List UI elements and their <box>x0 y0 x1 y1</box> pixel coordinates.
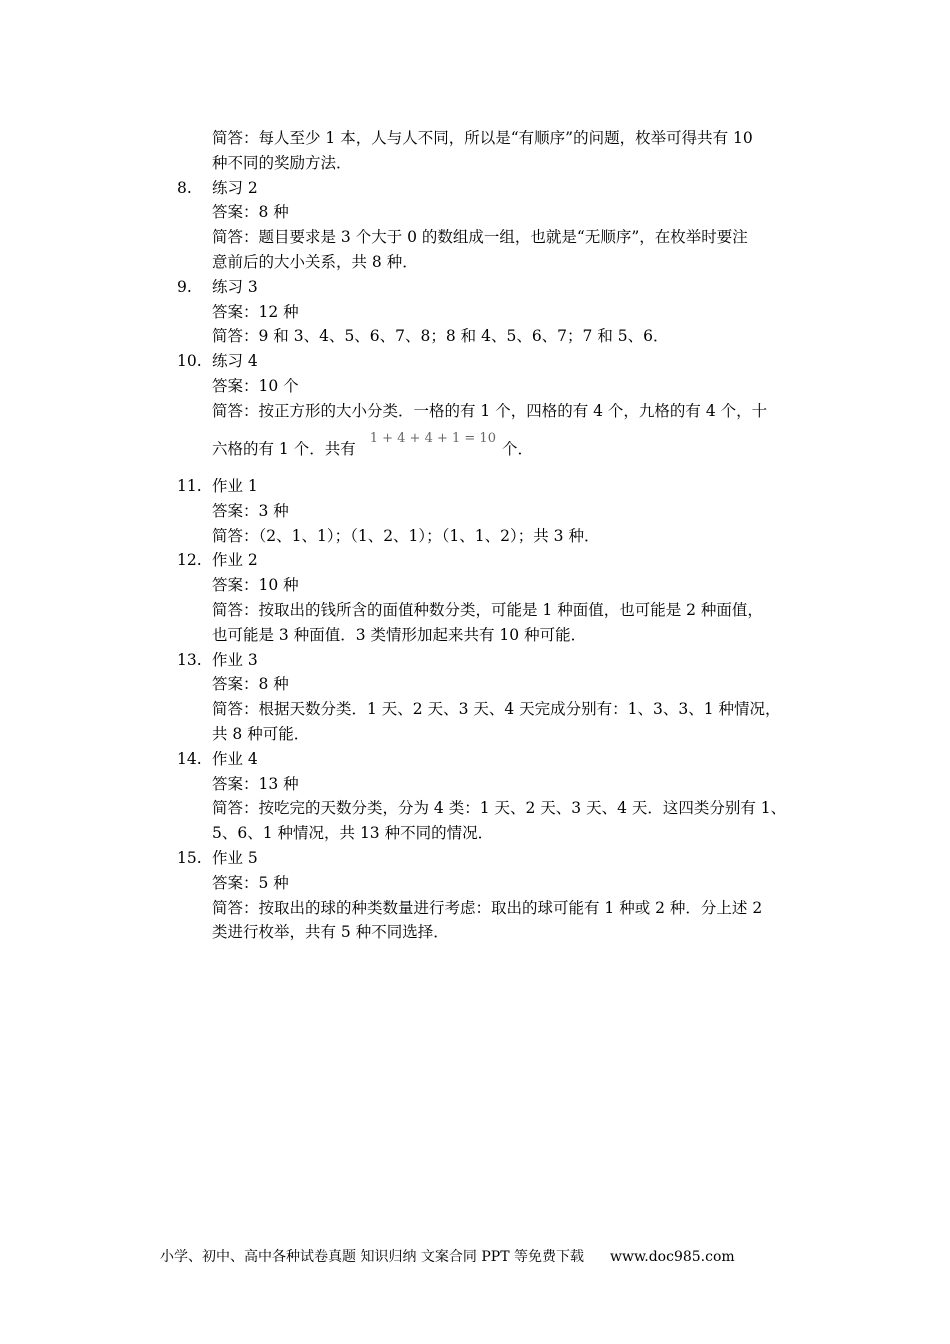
item-number-15: 15. <box>177 849 202 867</box>
item-number-10: 10. <box>177 352 202 370</box>
answer-15: 答案：5 种 <box>212 874 289 892</box>
brief-12-line-1: 简答：按取出的钱所含的面值种数分类，可能是 1 种面值，也可能是 2 种面值， <box>212 601 763 619</box>
answer-8: 答案：8 种 <box>212 203 289 221</box>
brief-12-line-2: 也可能是 3 种面值．3 类情形加起来共有 10 种可能． <box>212 626 587 644</box>
item-number-12: 12. <box>177 551 202 569</box>
item-number-14: 14. <box>177 750 202 768</box>
page-footer <box>160 1246 735 1266</box>
footer-text: 小学、初中、高中各种试卷真题 知识归纳 文案合同 PPT 等免费下载 <box>160 1249 584 1265</box>
brief-10-line-2 <box>212 431 533 461</box>
brief-13-line-1: 简答：根据天数分类．1 天、2 天、3 天、4 天完成分别有：1、3、3、1 种情况， <box>212 700 781 718</box>
item-number-11: 11. <box>177 477 202 495</box>
brief-8-line-2: 意前后的大小关系，共 8 种． <box>212 253 418 271</box>
brief-9: 简答：9 和 3、4、5、6、7、8；8 和 4、5、6、7；7 和 5、6． <box>212 327 669 345</box>
item-title-13: 作业 3 <box>212 651 258 669</box>
item-title-11: 作业 1 <box>212 477 258 495</box>
item-number-9: 9. <box>177 278 192 296</box>
brief-11: 简答：（2、1、1）；（1、2、1）；（1、1、2）；共 3 种． <box>212 527 600 545</box>
answer-11: 答案：3 种 <box>212 502 289 520</box>
brief-10-line-1: 简答：按正方形的大小分类．一格的有 1 个，四格的有 4 个，九格的有 4 个，十 <box>212 402 768 420</box>
item-title-10: 练习 4 <box>212 352 258 370</box>
item-title-8: 练习 2 <box>212 179 258 197</box>
brief-15-line-1: 简答：按取出的球的种类数量进行考虑：取出的球可能有 1 种或 2 种．分上述 2 <box>212 899 763 917</box>
sum-formula: 1 + 4 + 4 + 1 = 10 <box>369 431 496 446</box>
footer-url[interactable]: www.doc985.com <box>609 1249 735 1265</box>
item-title-12: 作业 2 <box>212 551 258 569</box>
item-title-14: 作业 4 <box>212 750 258 768</box>
answer-10: 答案：10 个 <box>212 377 299 395</box>
brief-13-line-2: 共 8 种可能． <box>212 725 310 743</box>
brief-14-line-2: 5、6、1 种情况，共 13 种不同的情况． <box>212 824 494 842</box>
line-2: 种不同的奖励方法． <box>212 154 352 172</box>
item-number-13: 13. <box>177 651 202 669</box>
item-number-8: 8. <box>177 179 192 197</box>
answer-9: 答案：12 种 <box>212 303 299 321</box>
brief-10-line-2-text: 六格的有 1 个．共有 <box>212 440 356 458</box>
brief-15-line-2: 类进行枚举，共有 5 种不同选择． <box>212 923 449 941</box>
item-title-15: 作业 5 <box>212 849 258 867</box>
line-1: 简答：每人至少 1 本，人与人不同，所以是“有顺序”的问题，枚举可得共有 10 <box>212 129 753 147</box>
brief-10-line-2-end: 个． <box>501 440 533 458</box>
brief-8-line-1: 简答：题目要求是 3 个大于 0 的数组成一组，也就是“无顺序”，在枚举时要注 <box>212 228 748 246</box>
answer-14: 答案：13 种 <box>212 775 299 793</box>
answer-12: 答案：10 种 <box>212 576 299 594</box>
brief-14-line-1: 简答：按吃完的天数分类，分为 4 类：1 天、2 天、3 天、4 天．这四类分别有 1、 <box>212 799 787 817</box>
answer-13: 答案：8 种 <box>212 675 289 693</box>
item-title-9: 练习 3 <box>212 278 258 296</box>
